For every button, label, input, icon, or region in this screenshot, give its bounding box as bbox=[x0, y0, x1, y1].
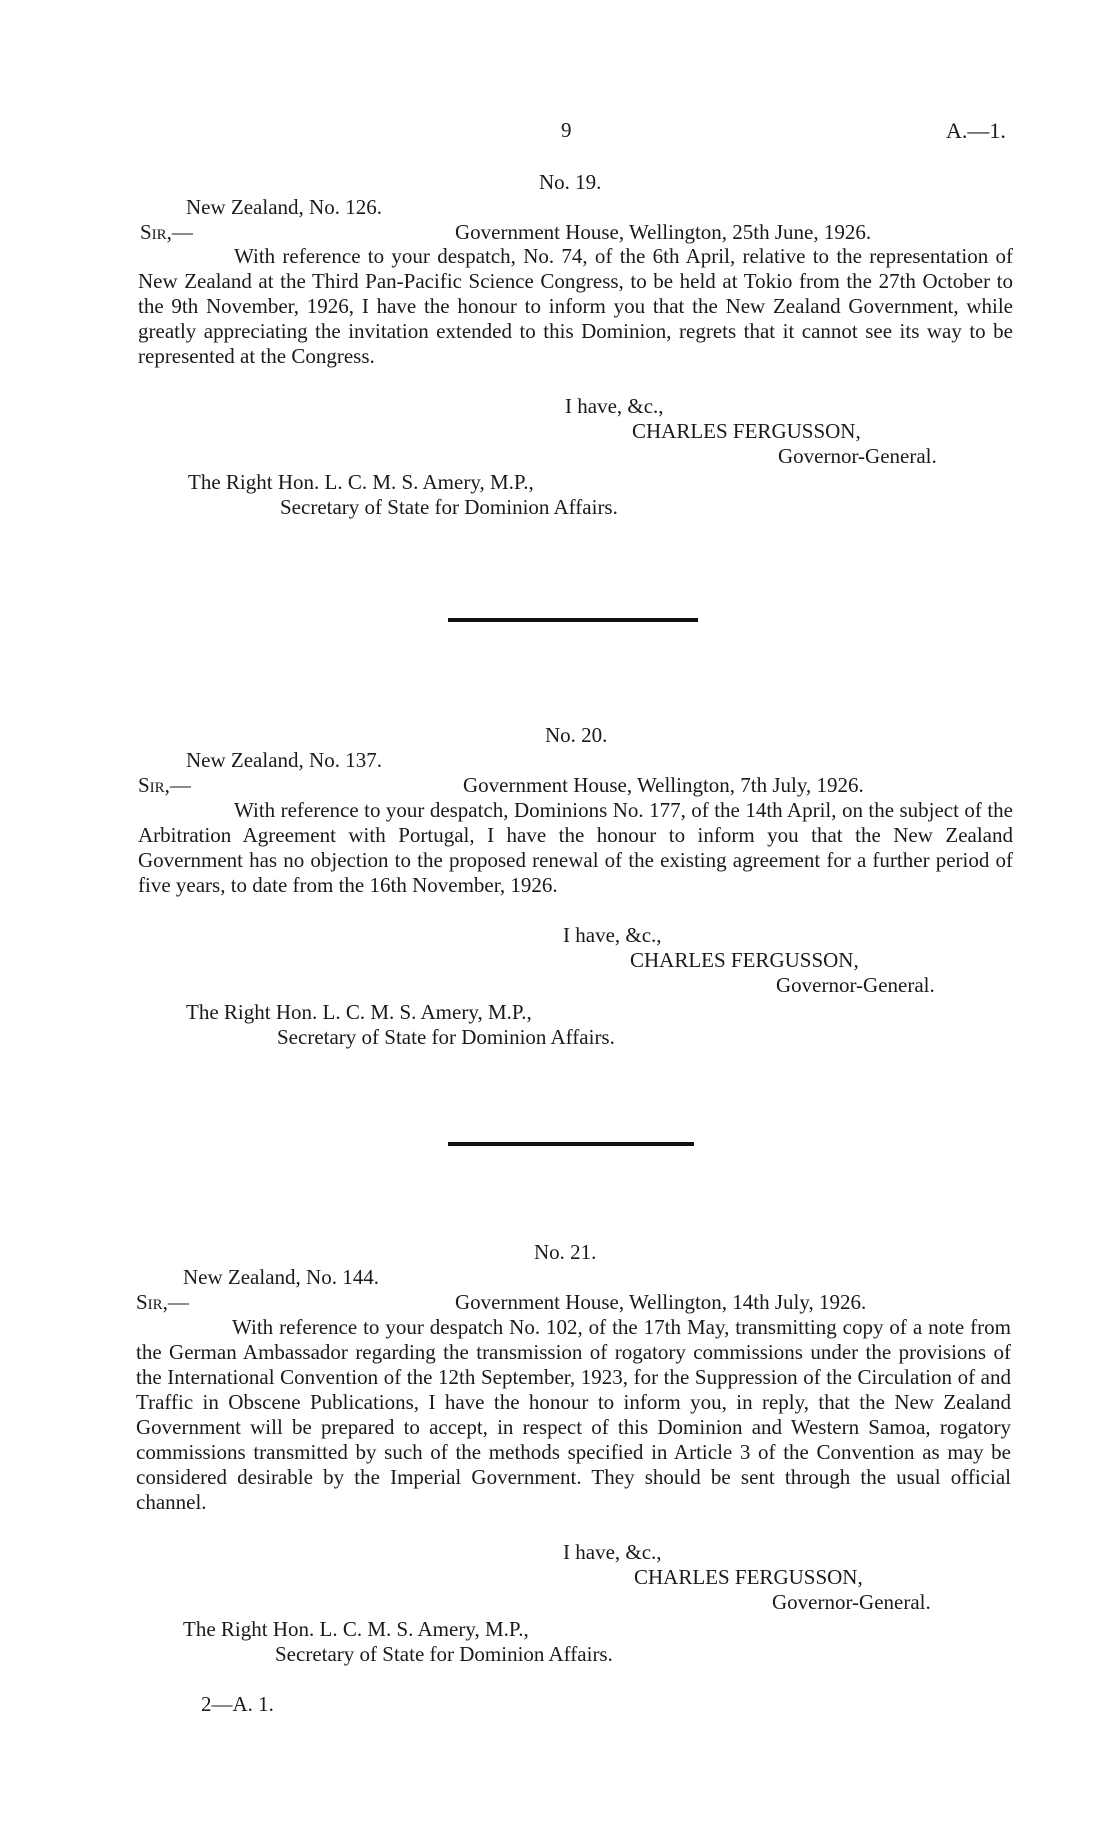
signature-mark: 2—A. 1. bbox=[201, 1692, 274, 1716]
salutation: Sir,— bbox=[138, 773, 191, 797]
letter-reference: New Zealand, No. 126. bbox=[186, 195, 382, 219]
series-code: A.—1. bbox=[946, 118, 1006, 143]
page-number: 9 bbox=[561, 118, 572, 142]
closing: I have, &c., bbox=[563, 923, 662, 947]
signer-name: CHARLES FERGUSSON, bbox=[630, 948, 859, 972]
letter-reference: New Zealand, No. 144. bbox=[183, 1265, 379, 1289]
letter-body: With reference to your despatch, Dominions No. 177, of the 14th April, on the subject of the Arbitration Agreement with Portugal, I have the honour to inform you that the New Zealand Government has no objection to the proposed renewal of the existing agreement for a further period of five years, to date from the 16th November, 1926. bbox=[138, 798, 1013, 897]
signer-name: CHARLES FERGUSSON, bbox=[634, 1565, 863, 1589]
recipient-title: Secretary of State for Dominion Affairs. bbox=[280, 495, 618, 519]
section-divider bbox=[448, 1142, 694, 1146]
sender-address: Government House, Wellington, 14th July, 1926. bbox=[455, 1290, 867, 1314]
letter-body: With reference to your despatch, No. 74, of the 6th April, relative to the representation of New Zealand at the Third Pan-Pacific Science Congress, to be held at Tokio from the 27th October to the 9th November, 1926, I have the honour to inform you that the New Zealand Government, while greatly appreciating the invitation extended to this Dominion, regrets that it cannot see its way to be represented at the Congress. bbox=[138, 244, 1013, 368]
signer-title: Governor-General. bbox=[776, 973, 935, 997]
signer-title: Governor-General. bbox=[772, 1590, 931, 1614]
section-divider bbox=[448, 618, 698, 622]
closing: I have, &c., bbox=[565, 394, 664, 418]
recipient-name: The Right Hon. L. C. M. S. Amery, M.P., bbox=[188, 470, 534, 494]
salutation: Sir,— bbox=[140, 220, 193, 244]
recipient-name: The Right Hon. L. C. M. S. Amery, M.P., bbox=[186, 1000, 532, 1024]
letter-number: No. 21. bbox=[534, 1240, 597, 1264]
letter-number: No. 20. bbox=[545, 723, 608, 747]
letter-body: With reference to your despatch No. 102, of the 17th May, transmitting copy of a note from the German Ambassador regarding the transmission of rogatory commissions under the provisions of the International Convention of the 12th September, 1923, for the Suppression of the Circulation of and Traffic in Obscene Publications, I have the honour to inform you, in reply, that the New Zealand Government will be prepared to accept, in respect of this Dominion and Western Samoa, rogatory commissions transmitted by such of the methods specified in Article 3 of the Convention as may be considered desirable by the Imperial Government. They should be sent through the usual official channel. bbox=[136, 1315, 1011, 1514]
signer-title: Governor-General. bbox=[778, 444, 937, 468]
letter-number: No. 19. bbox=[539, 170, 602, 194]
sender-address: Government House, Wellington, 25th June, 1926. bbox=[455, 220, 872, 244]
closing: I have, &c., bbox=[563, 1540, 662, 1564]
recipient-title: Secretary of State for Dominion Affairs. bbox=[275, 1642, 613, 1666]
sender-address: Government House, Wellington, 7th July, 1926. bbox=[463, 773, 864, 797]
letter-reference: New Zealand, No. 137. bbox=[186, 748, 382, 772]
recipient-title: Secretary of State for Dominion Affairs. bbox=[277, 1025, 615, 1049]
signer-name: CHARLES FERGUSSON, bbox=[632, 419, 861, 443]
recipient-name: The Right Hon. L. C. M. S. Amery, M.P., bbox=[183, 1617, 529, 1641]
salutation: Sir,— bbox=[136, 1290, 189, 1314]
